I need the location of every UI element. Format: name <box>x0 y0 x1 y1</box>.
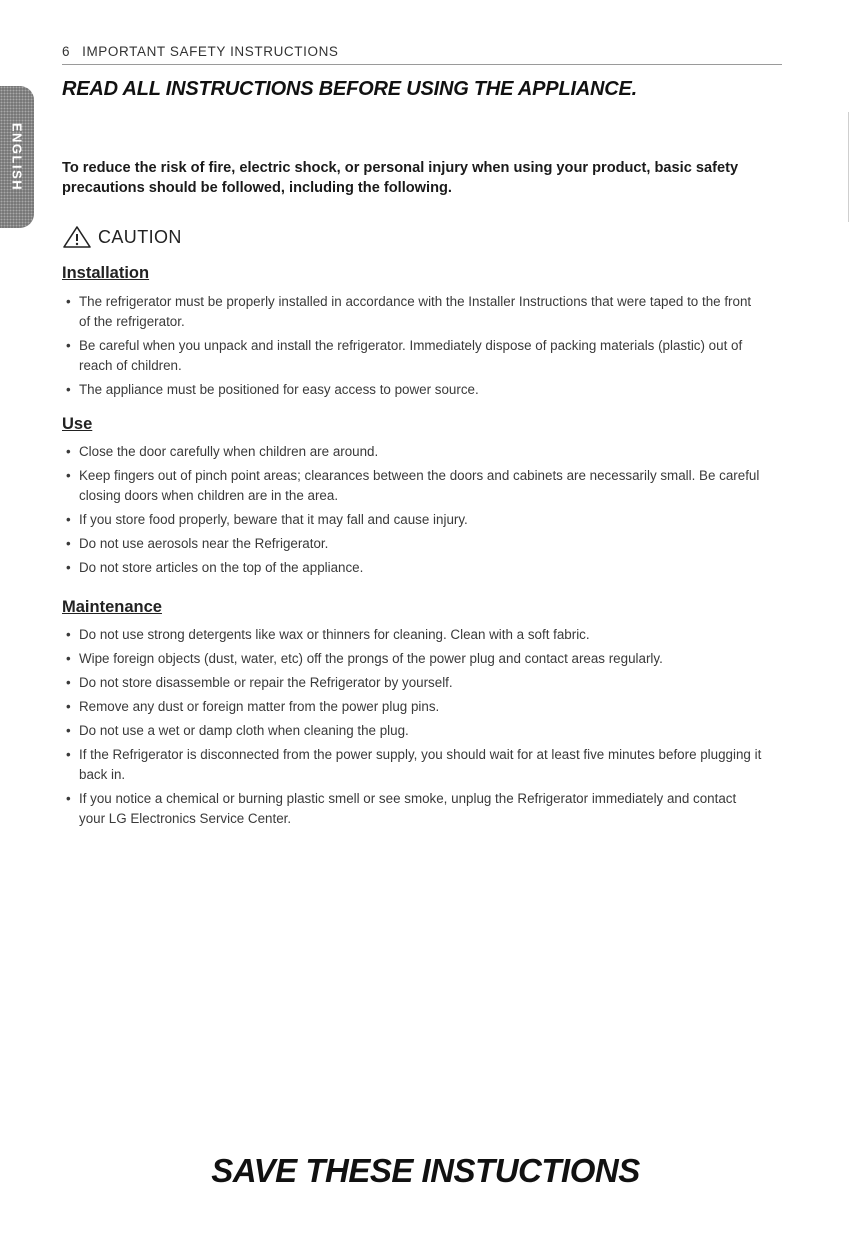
list-item: • Do not use a wet or damp cloth when cleaning the plug. <box>62 721 762 741</box>
list-item: • If you notice a chemical or burning plastic smell or see smoke, unplug the Refrigerator immediately and contact your LG Electronics Service Center. <box>62 789 762 829</box>
installation-list <box>62 292 762 404</box>
list-item: • If you store food properly, beware that it may fall and cause injury. <box>62 510 762 530</box>
warning-triangle-icon <box>62 225 92 249</box>
list-item: • Be careful when you unpack and install the refrigerator. Immediately dispose of packing materials (plastic) out of reach of children. <box>62 336 762 376</box>
list-item: • Do not store disassemble or repair the Refrigerator by yourself. <box>62 673 762 693</box>
list-item: • The refrigerator must be properly installed in accordance with the Installer Instructions that were taped to the front of the refrigerator. <box>62 292 762 332</box>
use-list <box>62 442 762 582</box>
page-number: 6 <box>62 44 71 59</box>
caution-label: CAUTION <box>98 226 182 247</box>
intro-paragraph: To reduce the risk of fire, electric shock, or personal injury when using your product, basic safety precautions should be followed, including the following. <box>62 160 739 196</box>
header-title: IMPORTANT SAFETY INSTRUCTIONS <box>82 44 339 59</box>
section-title-installation: Installation <box>62 264 150 282</box>
list-item: • Close the door carefully when children are around. <box>62 442 762 462</box>
page-edge-line <box>848 112 849 222</box>
footer-heading: SAVE THESE INSTUCTIONS <box>211 1152 640 1189</box>
list-item: • The appliance must be positioned for easy access to power source. <box>62 380 762 400</box>
list-item: • Remove any dust or foreign matter from the power plug pins. <box>62 697 762 717</box>
list-item: • Do not use aerosols near the Refrigerator. <box>62 534 762 554</box>
list-item: • If the Refrigerator is disconnected from the power supply, you should wait for at least five minutes before plugging it back in. <box>62 745 762 785</box>
maintenance-list <box>62 625 762 833</box>
page-header <box>62 44 782 65</box>
language-tab <box>0 86 34 228</box>
section-title-use: Use <box>62 415 93 433</box>
main-heading: READ ALL INSTRUCTIONS BEFORE USING THE APPLIANCE. <box>62 78 638 100</box>
list-item: • Do not store articles on the top of the appliance. <box>62 558 762 578</box>
section-title-maintenance: Maintenance <box>62 598 162 616</box>
caution-heading <box>62 224 182 250</box>
list-item: • Keep fingers out of pinch point areas; clearances between the doors and cabinets are necessarily small. Be careful closing doors when children are in the area. <box>62 466 762 506</box>
language-tab-label: ENGLISH <box>9 122 25 192</box>
list-item: • Wipe foreign objects (dust, water, etc) off the prongs of the power plug and contact areas regularly. <box>62 649 762 669</box>
list-item: • Do not use strong detergents like wax or thinners for cleaning. Clean with a soft fabric. <box>62 625 762 645</box>
